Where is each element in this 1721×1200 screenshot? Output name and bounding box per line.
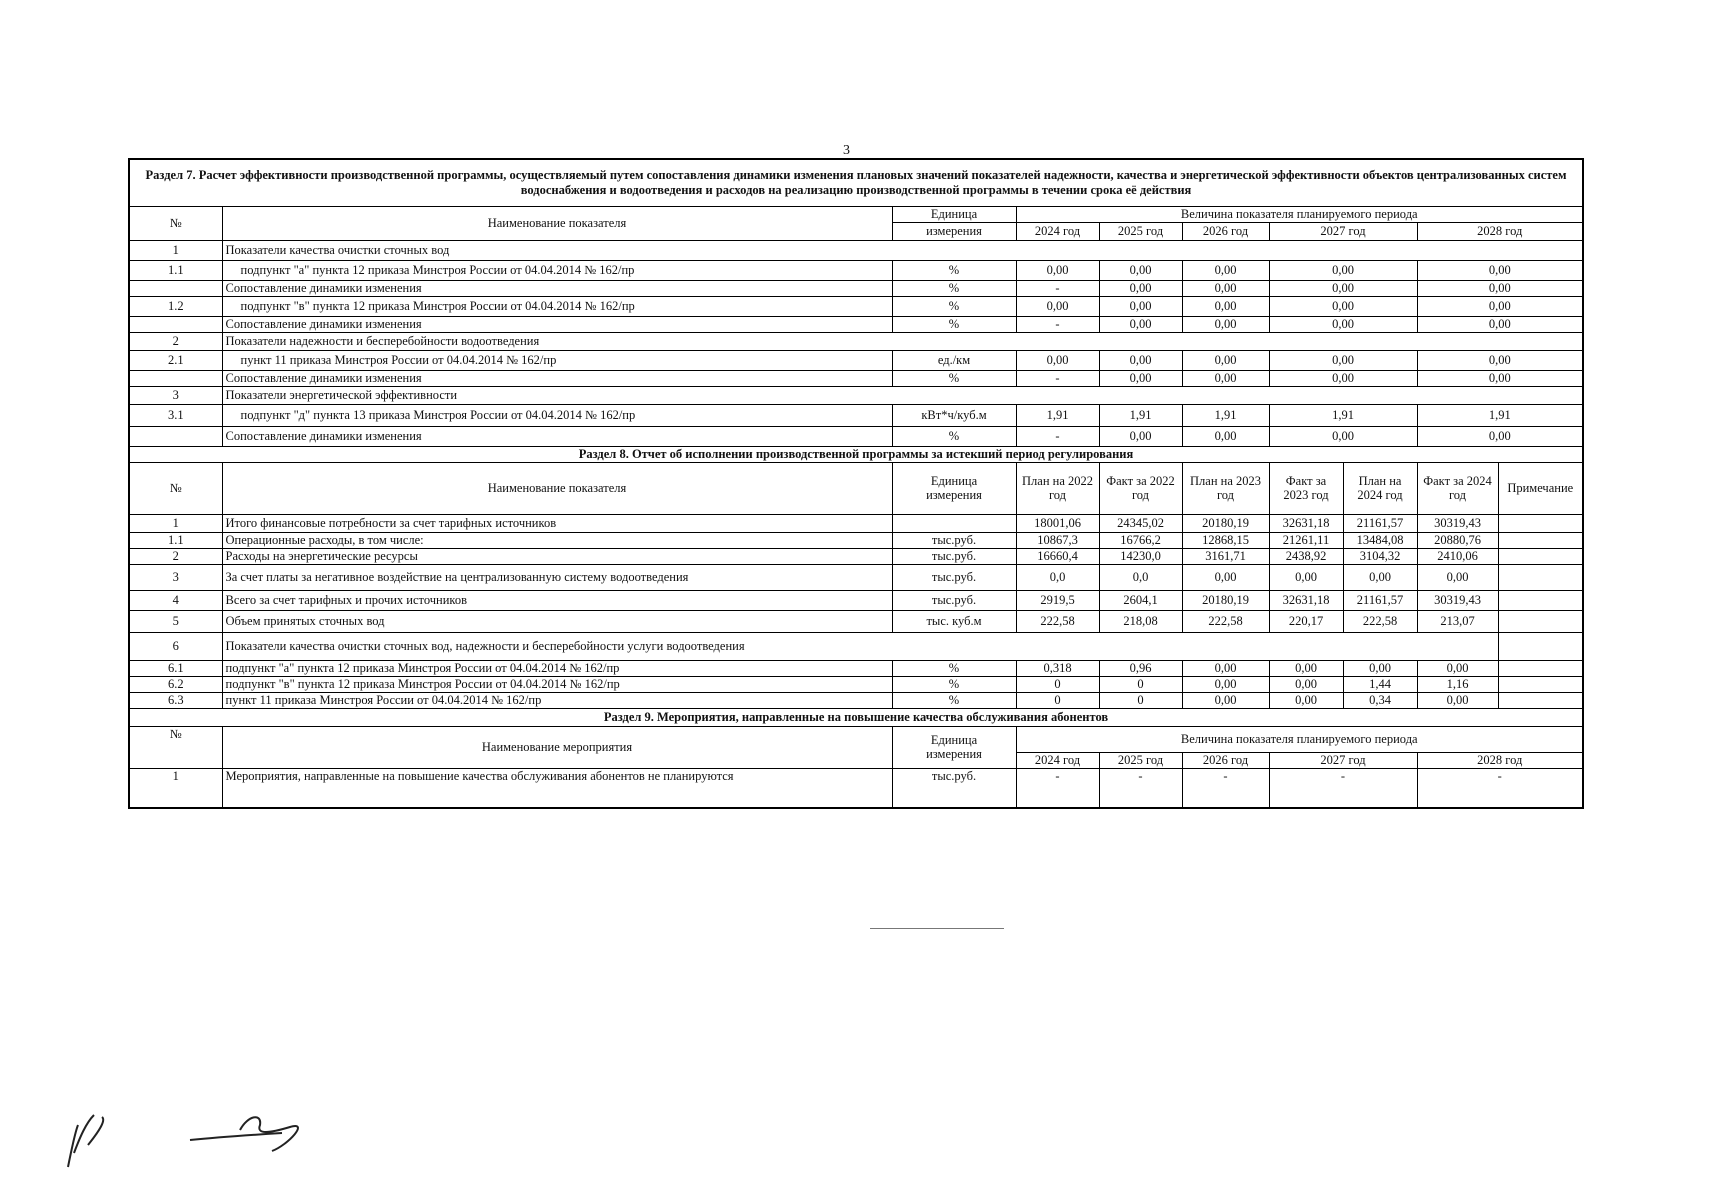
note-cell [1498,676,1583,692]
value-cell: - [1182,768,1269,808]
table-row [129,514,1583,532]
group-title: Показатели энергетической эффективности [222,386,1583,404]
indicator-name: подпункт "а" пункта 12 приказа Минстроя России от 04.04.2014 № 162/пр [222,660,892,676]
indicator-name: подпункт "в" пункта 12 приказа Минстроя России от 04.04.2014 № 162/пр [222,296,892,316]
table-row [129,610,1583,632]
handwritten-signature [50,1075,310,1175]
table-row [129,240,1583,260]
s8-header-col: Факт за 2024 год [1417,462,1498,514]
separator-line [870,928,1004,929]
value-cell: 0,318 [1016,660,1099,676]
value-cell: 20880,76 [1417,532,1498,548]
s9-header-year: 2028 год [1417,752,1583,768]
value-cell: 0,00 [1099,296,1182,316]
unit-cell: % [892,426,1016,446]
indicator-name: Сопоставление динамики изменения [222,280,892,296]
table-row [129,564,1583,590]
value-cell: 0,00 [1417,350,1583,370]
row-number: 6 [129,632,222,660]
value-cell: 24345,02 [1099,514,1182,532]
value-cell: 18001,06 [1016,514,1099,532]
value-cell: 2919,5 [1016,590,1099,610]
s9-header-year: 2027 год [1269,752,1417,768]
value-cell: 0,00 [1269,564,1343,590]
value-cell: 0,00 [1182,296,1269,316]
section7-title: Раздел 7. Расчет эффективности производственной программы, осуществляемый путем сопоставления динамики изменения плановых значений показателей надежности, качества и энергетической эффективности объектов централизованных систем водоснабжения и водоотведения и расходов на реализацию производственной программы в течении срока её действия [129,159,1583,206]
value-cell: 0,00 [1269,676,1343,692]
value-cell: 0,00 [1417,316,1583,332]
s8-header-name: Наименование показателя [222,462,892,514]
note-cell [1498,632,1583,660]
value-cell: 1,91 [1417,404,1583,426]
table-row [129,404,1583,426]
table-row [129,590,1583,610]
indicator-name: Объем принятых сточных вод [222,610,892,632]
value-cell: 218,08 [1099,610,1182,632]
value-cell: 0,00 [1343,564,1417,590]
s9-header-name: Наименование мероприятия [222,726,892,768]
s7-header-year: 2024 год [1016,222,1099,240]
row-number [129,316,222,332]
table-row [129,532,1583,548]
note-cell [1498,532,1583,548]
value-cell: 0,00 [1269,370,1417,386]
value-cell: 0,00 [1182,564,1269,590]
value-cell: 0,00 [1099,370,1182,386]
value-cell: 0,0 [1099,564,1182,590]
value-cell: 2438,92 [1269,548,1343,564]
value-cell: - [1269,768,1417,808]
row-number: 2.1 [129,350,222,370]
note-cell [1498,590,1583,610]
value-cell: 0,00 [1343,660,1417,676]
row-number: 1.2 [129,296,222,316]
value-cell: 2604,1 [1099,590,1182,610]
s9-header-year: 2024 год [1016,752,1099,768]
value-cell: 0,00 [1417,564,1498,590]
value-cell: 0,00 [1182,350,1269,370]
value-cell: 0,00 [1417,692,1498,708]
value-cell: 0,00 [1417,660,1498,676]
table-row [129,370,1583,386]
row-number: 6.2 [129,676,222,692]
value-cell: 0,96 [1099,660,1182,676]
value-cell: 0,00 [1099,316,1182,332]
value-cell: 0,00 [1182,676,1269,692]
value-cell: 0,00 [1016,260,1099,280]
s8-header-unit [892,462,1016,514]
s7-header-unit-1: Единица [892,206,1016,222]
value-cell: - [1417,768,1583,808]
section9-title: Раздел 9. Мероприятия, направленные на повышение качества обслуживания абонентов [129,708,1583,726]
value-cell: 0,00 [1269,260,1417,280]
value-cell: 0,00 [1182,426,1269,446]
value-cell: 3104,32 [1343,548,1417,564]
table-row [129,386,1583,404]
value-cell: - [1016,370,1099,386]
note-cell [1498,660,1583,676]
s9-header-year: 2026 год [1182,752,1269,768]
table-row [129,332,1583,350]
s7-header-name: Наименование показателя [222,206,892,240]
unit-cell: тыс.руб. [892,564,1016,590]
note-cell [1498,692,1583,708]
s7-header-period: Величина показателя планируемого периода [1016,206,1583,222]
value-cell: 0,00 [1099,260,1182,280]
unit-cell: тыс.руб. [892,532,1016,548]
indicator-name: Расходы на энергетические ресурсы [222,548,892,564]
value-cell: 0,00 [1417,370,1583,386]
row-number: 3 [129,386,222,404]
value-cell: 14230,0 [1099,548,1182,564]
row-number: 3.1 [129,404,222,426]
value-cell: 3161,71 [1182,548,1269,564]
s7-header-num: № [129,206,222,240]
value-cell: 0,00 [1269,660,1343,676]
unit-cell: тыс. куб.м [892,610,1016,632]
s9-header-unit [892,726,1016,768]
s8-header-col: План на 2022 год [1016,462,1099,514]
s8-header-col: Факт за 2023 год [1269,462,1343,514]
unit-cell: % [892,260,1016,280]
row-number: 4 [129,590,222,610]
s8-header-unit-1: Единица [930,474,978,488]
value-cell: 220,17 [1269,610,1343,632]
indicator-name: подпункт "д" пункта 13 приказа Минстроя России от 04.04.2014 № 162/пр [222,404,892,426]
value-cell: 0,00 [1269,426,1417,446]
s8-header-num: № [129,462,222,514]
s7-header-year: 2027 год [1269,222,1417,240]
row-number: 1.1 [129,260,222,280]
value-cell: 0,00 [1182,692,1269,708]
value-cell: 0,00 [1182,660,1269,676]
value-cell: 0 [1016,676,1099,692]
indicator-name: пункт 11 приказа Минстроя России от 04.04.2014 № 162/пр [222,350,892,370]
s8-header-col: План на 2024 год [1343,462,1417,514]
s7-header-year: 2025 год [1099,222,1182,240]
value-cell: 0,00 [1417,260,1583,280]
indicator-name: За счет платы за негативное воздействие на централизованную систему водоотведения [222,564,892,590]
row-number: 1 [129,514,222,532]
note-cell [1498,548,1583,564]
group-title: Показатели качества очистки сточных вод [222,240,1583,260]
row-number: 6.1 [129,660,222,676]
value-cell: 0,00 [1269,692,1343,708]
unit-cell [892,514,1016,532]
value-cell: 213,07 [1417,610,1498,632]
page-number: 3 [843,143,850,158]
unit-cell: % [892,370,1016,386]
value-cell: 0,00 [1269,280,1417,296]
table-row [129,548,1583,564]
row-number: 2 [129,548,222,564]
value-cell: 2410,06 [1417,548,1498,564]
table-row [129,426,1583,446]
value-cell: 0,0 [1016,564,1099,590]
value-cell: 222,58 [1182,610,1269,632]
section8-title: Раздел 8. Отчет об исполнении производственной программы за истекший период регулирования [129,446,1583,462]
table-row [129,692,1583,708]
group-title: Показатели надежности и бесперебойности водоотведения [222,332,1583,350]
indicator-name: подпункт "в" пункта 12 приказа Минстроя России от 04.04.2014 № 162/пр [222,676,892,692]
value-cell: 0,34 [1343,692,1417,708]
row-number: 1 [129,768,222,808]
value-cell: 10867,3 [1016,532,1099,548]
value-cell: - [1016,280,1099,296]
unit-cell: тыс.руб. [892,590,1016,610]
indicator-name: пункт 11 приказа Минстроя России от 04.04.2014 № 162/пр [222,692,892,708]
measure-name: Мероприятия, направленные на повышение качества обслуживания абонентов не планируются [222,768,892,808]
s7-header-year: 2026 год [1182,222,1269,240]
row-number: 1.1 [129,532,222,548]
value-cell: - [1016,316,1099,332]
value-cell: 222,58 [1343,610,1417,632]
unit-cell: % [892,280,1016,296]
unit-cell: тыс.руб. [892,548,1016,564]
value-cell: 0,00 [1099,350,1182,370]
value-cell: 16766,2 [1099,532,1182,548]
s8-header-note: Примечание [1498,462,1583,514]
indicator-name: Итого финансовые потребности за счет тарифных источников [222,514,892,532]
row-number: 6.3 [129,692,222,708]
value-cell: 30319,43 [1417,590,1498,610]
unit-cell: % [892,660,1016,676]
note-cell [1498,564,1583,590]
table-row [129,260,1583,280]
value-cell: 0,00 [1417,280,1583,296]
s9-header-unit-2: измерения [926,747,982,761]
document-table [128,158,1584,809]
value-cell: - [1099,768,1182,808]
table-row [129,296,1583,316]
value-cell: 0,00 [1099,280,1182,296]
s8-header-col: Факт за 2022 год [1099,462,1182,514]
value-cell: 0,00 [1016,296,1099,316]
value-cell: 1,16 [1417,676,1498,692]
value-cell: 0 [1016,692,1099,708]
value-cell: 0 [1099,676,1182,692]
table-row [129,676,1583,692]
value-cell: 21161,57 [1343,590,1417,610]
value-cell: - [1016,768,1099,808]
group-title: Показатели качества очистки сточных вод, надежности и бесперебойности услуги водоотведения [222,632,1498,660]
s8-header-unit-2: измерения [926,488,982,502]
s9-header-period: Величина показателя планируемого периода [1016,726,1583,752]
table-row [129,350,1583,370]
s7-header-year: 2028 год [1417,222,1583,240]
value-cell: 32631,18 [1269,514,1343,532]
value-cell: 0,00 [1269,296,1417,316]
value-cell: 13484,08 [1343,532,1417,548]
value-cell: 20180,19 [1182,514,1269,532]
s9-header-year: 2025 год [1099,752,1182,768]
value-cell: 0 [1099,692,1182,708]
value-cell: 1,91 [1099,404,1182,426]
table-row [129,768,1583,808]
value-cell: 0,00 [1182,370,1269,386]
unit-cell: тыс.руб. [892,768,1016,808]
unit-cell: % [892,676,1016,692]
unit-cell: ед./км [892,350,1016,370]
table-row [129,632,1583,660]
value-cell: 32631,18 [1269,590,1343,610]
value-cell: 1,91 [1269,404,1417,426]
indicator-name: Сопоставление динамики изменения [222,426,892,446]
note-cell [1498,514,1583,532]
value-cell: 1,91 [1182,404,1269,426]
value-cell: 0,00 [1417,426,1583,446]
row-number: 1 [129,240,222,260]
row-number: 2 [129,332,222,350]
indicator-name: Всего за счет тарифных и прочих источников [222,590,892,610]
value-cell: 0,00 [1182,316,1269,332]
value-cell: 16660,4 [1016,548,1099,564]
value-cell: 0,00 [1016,350,1099,370]
value-cell: 21161,57 [1343,514,1417,532]
unit-cell: кВт*ч/куб.м [892,404,1016,426]
s9-header-num: № [129,726,222,768]
value-cell: 0,00 [1269,350,1417,370]
value-cell: 21261,11 [1269,532,1343,548]
s9-header-unit-1: Единица [930,733,978,747]
value-cell: 1,91 [1016,404,1099,426]
value-cell: 12868,15 [1182,532,1269,548]
value-cell: 0,00 [1182,260,1269,280]
note-cell [1498,610,1583,632]
indicator-name: Операционные расходы, в том числе: [222,532,892,548]
unit-cell: % [892,316,1016,332]
value-cell: 0,00 [1182,280,1269,296]
unit-cell: % [892,296,1016,316]
row-number: 5 [129,610,222,632]
table-row [129,660,1583,676]
indicator-name: Сопоставление динамики изменения [222,316,892,332]
row-number [129,370,222,386]
s7-header-unit-2: измерения [892,222,1016,240]
s8-header-col: План на 2023 год [1182,462,1269,514]
value-cell: 20180,19 [1182,590,1269,610]
value-cell: 30319,43 [1417,514,1498,532]
table-row [129,280,1583,296]
unit-cell: % [892,692,1016,708]
value-cell: 0,00 [1417,296,1583,316]
row-number [129,280,222,296]
value-cell: 222,58 [1016,610,1099,632]
value-cell: 0,00 [1269,316,1417,332]
value-cell: - [1016,426,1099,446]
row-number [129,426,222,446]
indicator-name: подпункт "а" пункта 12 приказа Минстроя России от 04.04.2014 № 162/пр [222,260,892,280]
table-row [129,316,1583,332]
row-number: 3 [129,564,222,590]
value-cell: 0,00 [1099,426,1182,446]
indicator-name: Сопоставление динамики изменения [222,370,892,386]
value-cell: 1,44 [1343,676,1417,692]
